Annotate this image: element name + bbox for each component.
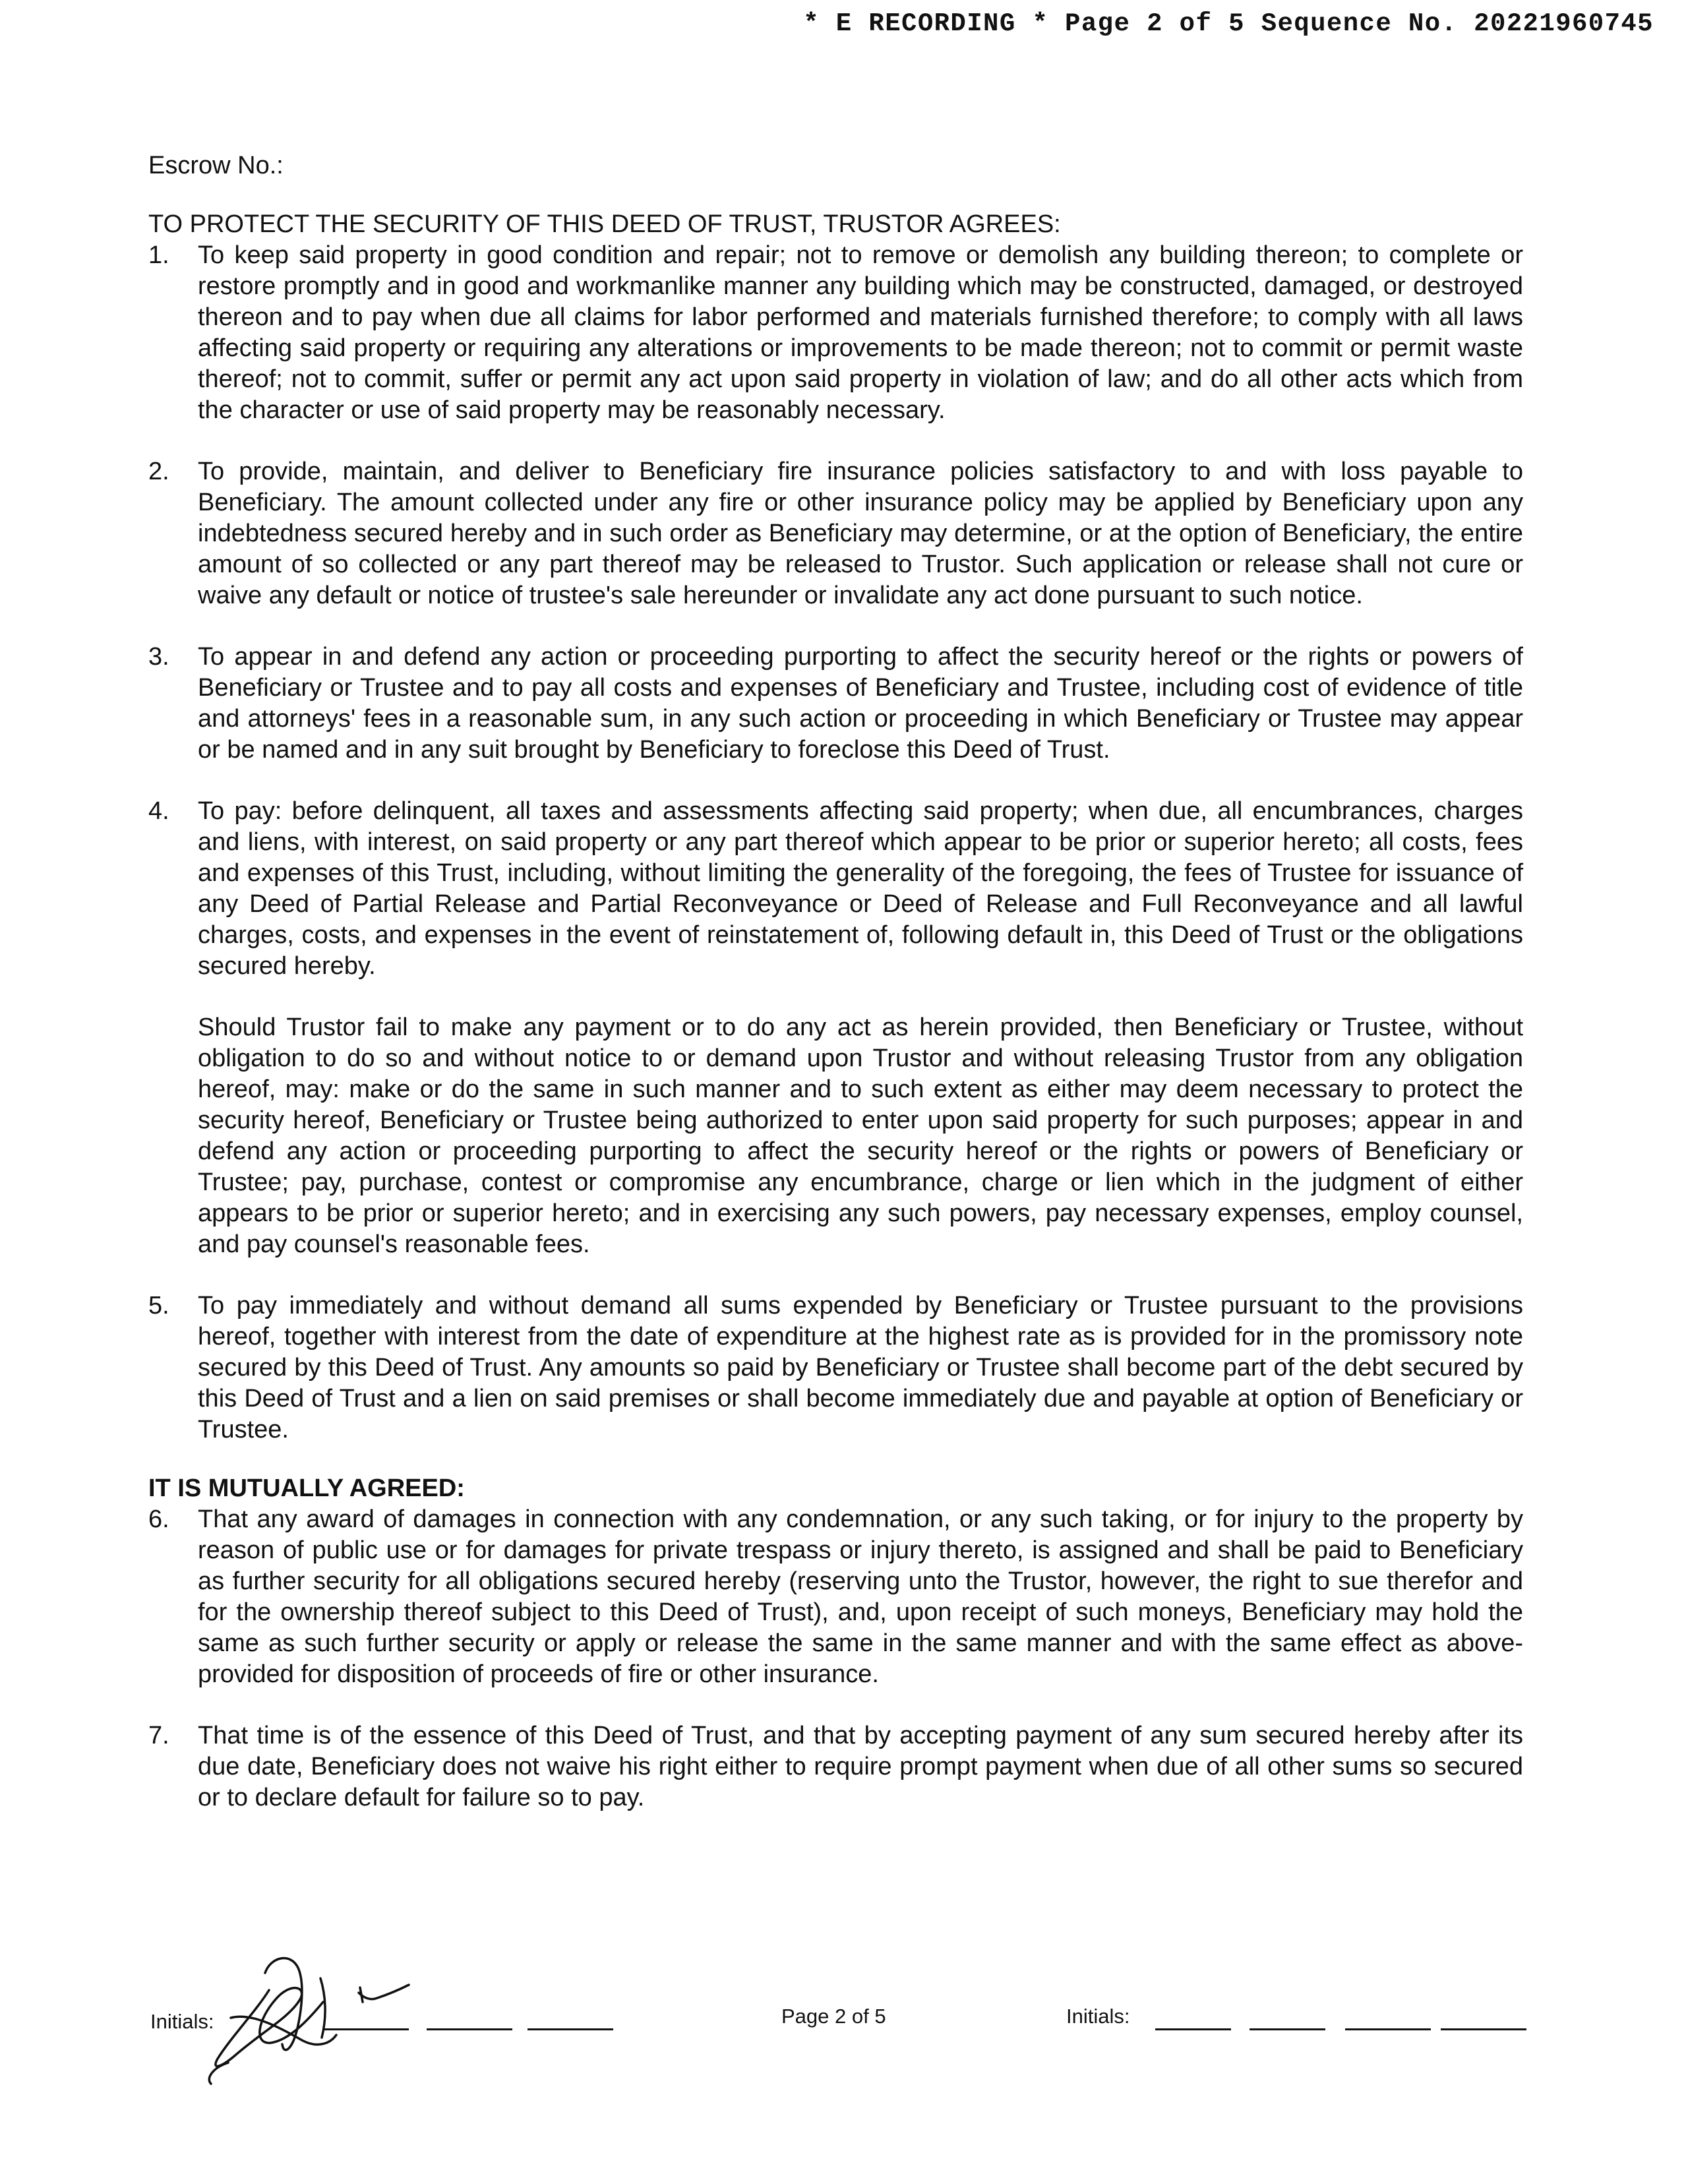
clause-text: To provide, maintain, and deliver to Beneficiary fire insurance policies satisfactory to and with loss payable to Beneficiary. The amount collected under any fire or other insurance policy may be applied by Beneficiary upon any indebtedness secured hereby and in such order as Beneficiary may determine, or at the option of Beneficiary, the entire amount of so collected or any part thereof may be released to Trustor. Such application or release shall not cure or waive any default or notice of trustee's sale hereunder or invalidate any act done pursuant to such notice. bbox=[198, 458, 1523, 609]
clause-number: 3. bbox=[148, 643, 169, 671]
document-body bbox=[148, 150, 1523, 1813]
clause-number: 7. bbox=[148, 1722, 169, 1749]
initials-blank bbox=[528, 2028, 613, 2030]
clause-1 bbox=[148, 240, 1523, 426]
clause-7 bbox=[148, 1720, 1523, 1813]
initials-blank bbox=[1345, 2028, 1431, 2030]
trustor-agrees-heading: TO PROTECT THE SECURITY OF THIS DEED OF TRUST, TRUSTOR AGREES: bbox=[148, 210, 1061, 238]
clause-text: To keep said property in good condition and repair; not to remove or demolish any building thereon; to complete or restore promptly and in good and workmanlike manner any building which may be constructed, damaged, or destroyed thereon and to pay when due all claims for labor performed and materials furnished therefore; to comply with all laws affecting said property or requiring any alterations or improvements to be made thereon; not to commit or permit waste thereof; not to commit, suffer or permit any act upon said property in violation of law; and do all other acts which from the character or use of said property may be reasonably necessary. bbox=[198, 241, 1523, 424]
initials-left-label: Initials: bbox=[150, 2010, 214, 2033]
clause-number: 1. bbox=[148, 241, 169, 269]
page-number: Page 2 of 5 bbox=[781, 2005, 886, 2028]
clause-text: That time is of the essence of this Deed of Trust, and that by accepting payment of any sum secured hereby after its due date, Beneficiary does not waive his right either to require prompt payment when due of all other sums so secured or to declare default for failure so to pay. bbox=[198, 1722, 1523, 1811]
clause-text: To appear in and defend any action or proceeding purporting to affect the security hereof or the rights or powers of Beneficiary or Trustee and to pay all costs and expenses of Beneficiary and Trustee, including cost of evidence of title and attorneys' fees in a reasonable sum, in any such action or proceeding in which Beneficiary or Trustee may appear or be named and in any suit brought by Beneficiary to foreclose this Deed of Trust. bbox=[198, 643, 1523, 764]
initials-blank bbox=[1250, 2028, 1325, 2030]
initials-right-label: Initials: bbox=[1066, 2005, 1130, 2028]
clause-3 bbox=[148, 642, 1523, 766]
clause-6 bbox=[148, 1504, 1523, 1690]
initials-blank bbox=[1441, 2028, 1526, 2030]
clause-4 bbox=[148, 796, 1523, 982]
handwritten-signature bbox=[191, 1939, 442, 2090]
clause-number: 5. bbox=[148, 1292, 169, 1320]
recording-stamp: * E RECORDING * Page 2 of 5 Sequence No. 20221960745 bbox=[803, 9, 1654, 38]
clause-text: That any award of damages in connection with any condemnation, or any such taking, or for injury to the property by reason of public use or for damages for private trespass or injury thereto, is assigned and shall be paid to Beneficiary as further security for all obligations secured hereby (reserving unto the Trustor, however, the right to sue therefor and for the ownership thereof subject to this Deed of Trust), and, upon receipt of such moneys, Beneficiary may hold the same as such further security or apply or release the same in the same manner and with the same effect as above-provided for disposition of proceeds of fire or other insurance. bbox=[198, 1505, 1523, 1688]
clause-number: 6. bbox=[148, 1505, 169, 1533]
mutually-agreed-heading: IT IS MUTUALLY AGREED: bbox=[148, 1474, 465, 1502]
clause-4-continuation: Should Trustor fail to make any payment or to do any act as herein provided, then Beneficiary or Trustee, without obligation to do so and without notice to or demand upon Trustor and without releasing Trustor from any obligation hereof, may: make or do the same in such manner and to such extent as either may deem necessary to protect the security hereof, Beneficiary or Trustee being authorized to enter upon said property for such purposes; appear in and defend any action or proceeding purporting to affect the security hereof or the rights or powers of Beneficiary or Trustee; pay, purchase, contest or compromise any encumbrance, charge or lien which in the judgment of either appears to be prior or superior hereto; and in exercising any such powers, pay necessary expenses, employ counsel, and pay counsel's reasonable fees. bbox=[198, 1014, 1523, 1258]
clause-number: 2. bbox=[148, 458, 169, 485]
escrow-number-label: Escrow No.: bbox=[148, 152, 284, 179]
clause-text: To pay: before delinquent, all taxes and assessments affecting said property; when due, all encumbrances, charges and liens, with interest, on said property or any part thereof which appear to be prior or superior hereto; all costs, fees and expenses of this Trust, including, without limiting the generality of the foregoing, the fees of Trustee for issuance of any Deed of Partial Release and Partial Reconveyance or Deed of Release and Full Reconveyance and all lawful charges, costs, and expenses in the event of reinstatement of, following default in, this Deed of Trust or the obligations secured hereby. bbox=[198, 797, 1523, 980]
clause-2 bbox=[148, 456, 1523, 611]
initials-blank bbox=[1155, 2028, 1231, 2030]
clause-text: To pay immediately and without demand all sums expended by Beneficiary or Trustee pursuant to the provisions hereof, together with interest from the date of expenditure at the highest rate as is provided for in the promissory note secured by this Deed of Trust. Any amounts so paid by Beneficiary or Trustee shall become part of the debt secured by this Deed of Trust and a lien on said premises or shall become immediately due and payable at option of Beneficiary or Trustee. bbox=[198, 1292, 1523, 1443]
clause-5 bbox=[148, 1290, 1523, 1445]
clause-number: 4. bbox=[148, 797, 169, 825]
